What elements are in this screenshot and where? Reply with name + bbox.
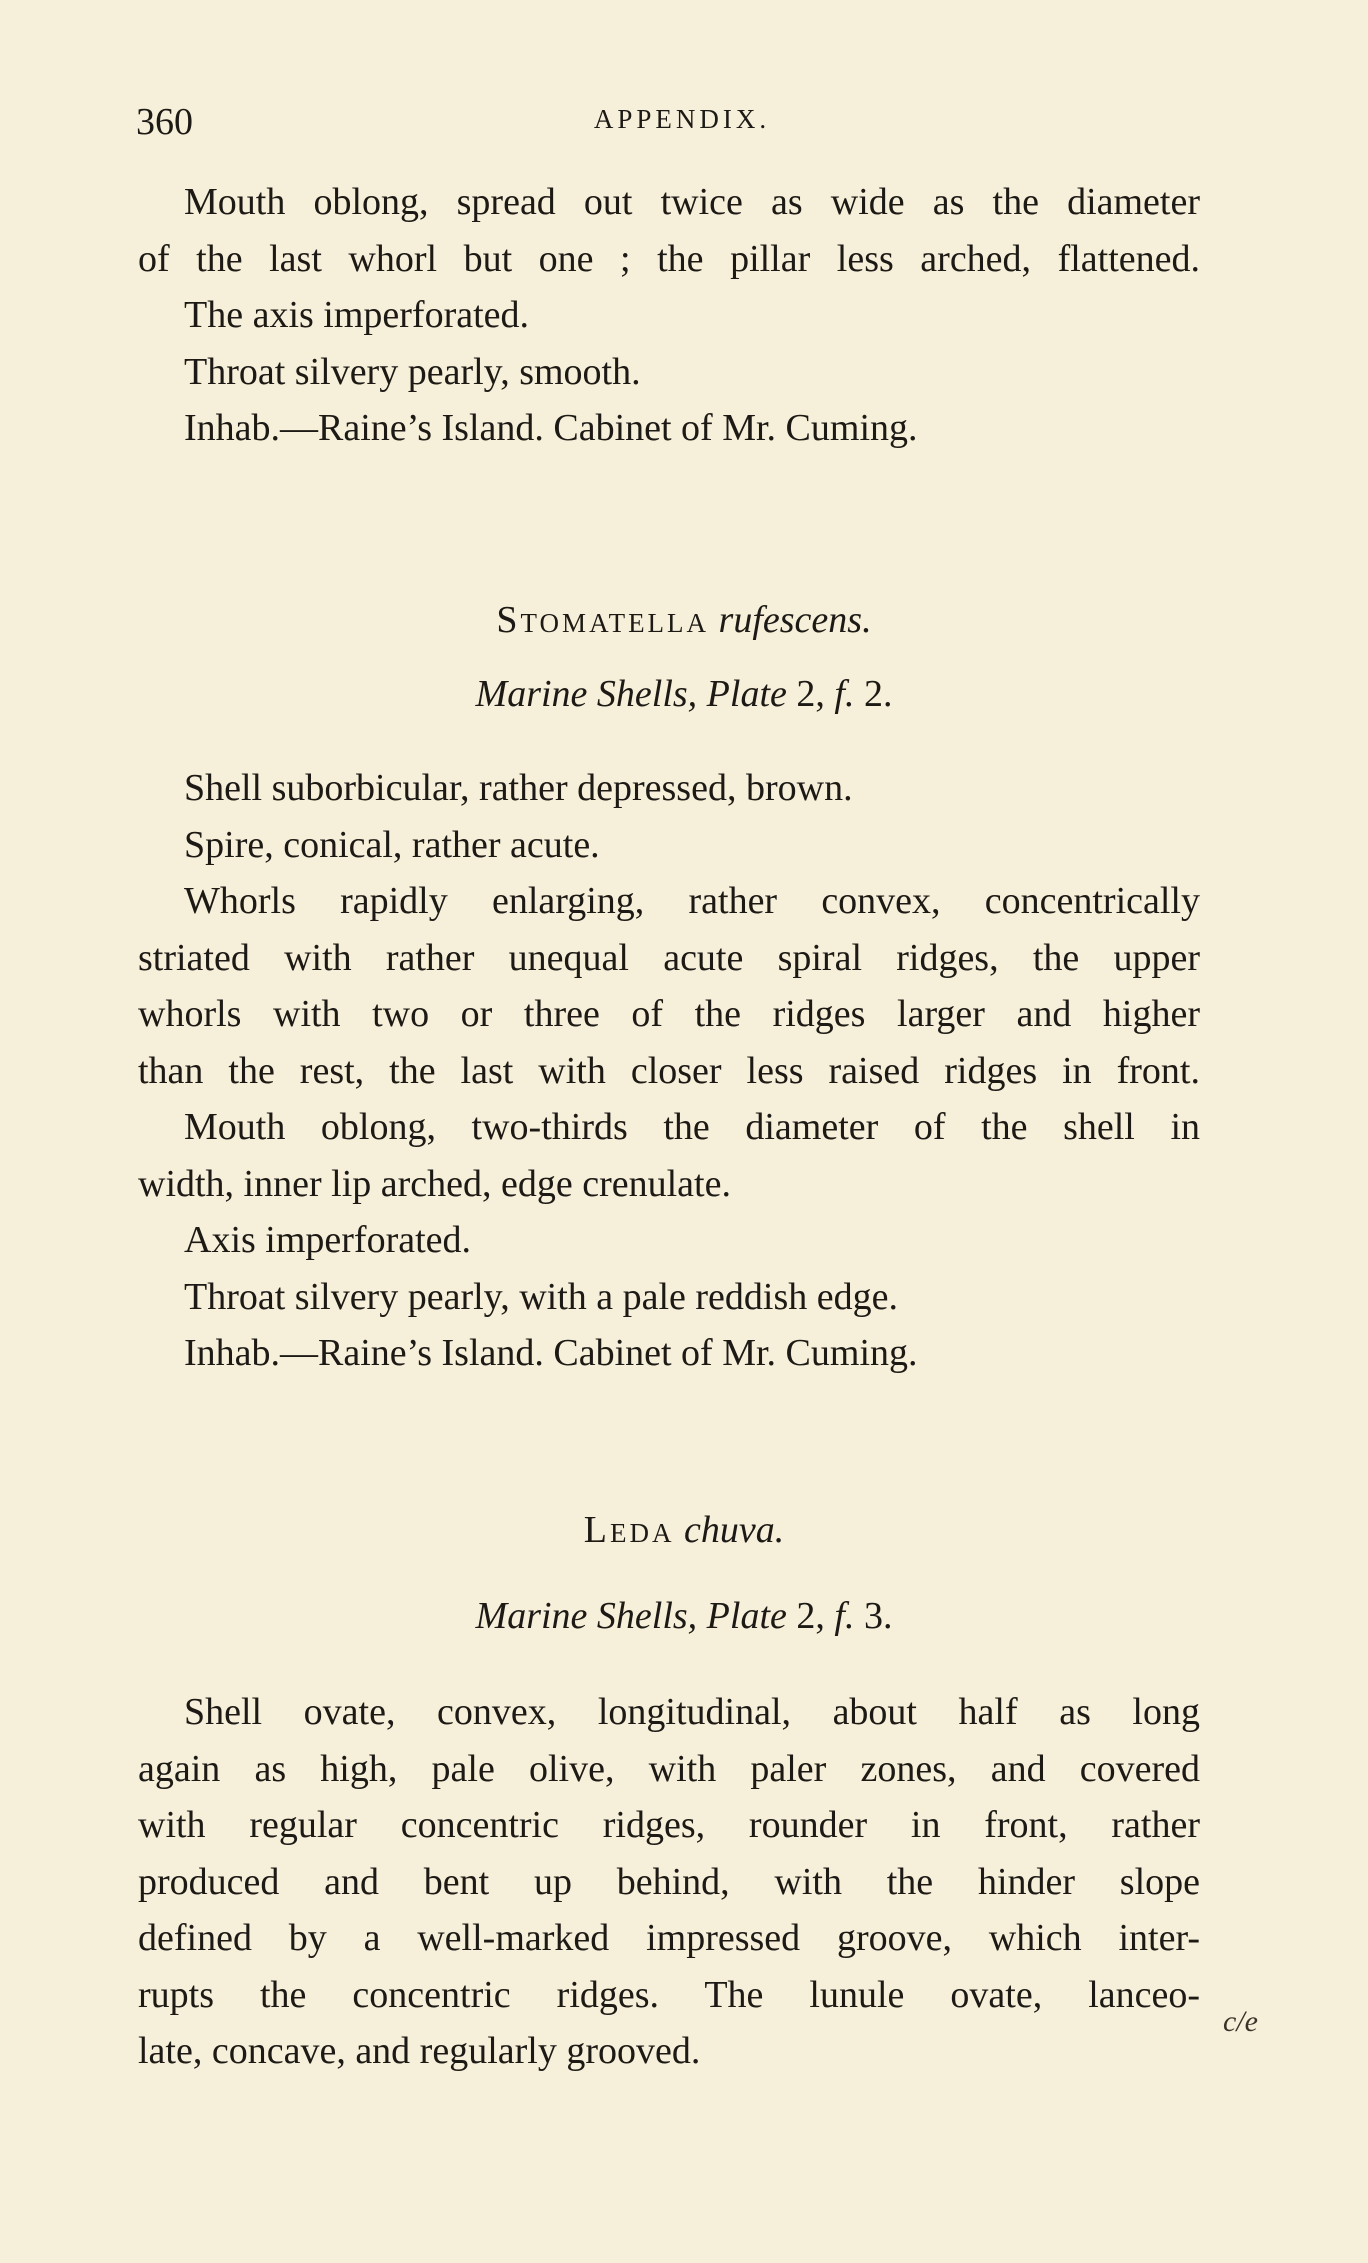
running-title: APPENDIX. [593, 104, 771, 134]
species-epithet: rufescens. [718, 599, 872, 641]
figure-number: 3. [863, 1595, 893, 1637]
page-number: 360 [136, 101, 193, 143]
plate-number: 2, [796, 673, 825, 715]
text-line: than the rest, the last with closer less raised ridges in front. [138, 1049, 1200, 1092]
species-heading [0, 598, 1368, 642]
text-line: Inhab.—Raine’s Island. Cabinet of Mr. Cuming. [184, 1332, 918, 1374]
genus-name: Stomatella [496, 599, 710, 641]
text-line: Throat silvery pearly, with a pale reddish edge. [184, 1275, 899, 1318]
plate-reference [0, 672, 1368, 716]
text-line: produced and bent up behind, with the hinder slope [138, 1860, 1200, 1903]
plate-reference-title: Marine Shells, Plate [475, 1595, 787, 1637]
text-line: The axis imperforated. [184, 294, 530, 336]
text-line: Spire, conical, rather acute. [184, 823, 600, 866]
species-heading [0, 1508, 1368, 1552]
page-header [136, 100, 1228, 160]
text-line: again as high, pale olive, with paler zones, and covered [138, 1747, 1200, 1790]
figure-number: 2. [863, 673, 893, 715]
text-line: Mouth oblong, two-thirds the diameter of the shell in [184, 1106, 1200, 1148]
plate-number: 2, [796, 1595, 825, 1637]
catchword: c/e [1223, 2005, 1258, 2038]
text-line: defined by a well-marked impressed groove, which inter- [138, 1917, 1200, 1959]
text-line: late, concave, and regularly grooved. [138, 2030, 701, 2072]
text-line: Shell suborbicular, rather depressed, brown. [184, 767, 853, 809]
genus-name: Leda [583, 1509, 675, 1551]
text-line: Mouth oblong, spread out twice as wide as the diameter [184, 181, 1200, 223]
species-description [138, 760, 1200, 1382]
intro-paragraph [138, 174, 1200, 457]
plate-reference [0, 1594, 1368, 1638]
species-description [138, 1684, 1200, 2080]
text-line: of the last whorl but one ; the pillar less arched, flattened. [138, 237, 1200, 280]
text-line: Whorls rapidly enlarging, rather convex, concentrically [184, 880, 1200, 922]
figure-abbrev: f. [834, 1595, 855, 1637]
text-line: Throat silvery pearly, smooth. [184, 350, 641, 393]
text-line: rupts the concentric ridges. The lunule ovate, lanceo- [138, 1973, 1200, 2016]
text-line: striated with rather unequal acute spiral ridges, the upper [138, 936, 1200, 979]
species-epithet: chuva. [683, 1509, 785, 1551]
text-line: Axis imperforated. [184, 1219, 472, 1261]
text-line: with regular concentric ridges, rounder in front, rather [138, 1804, 1200, 1846]
text-line: Shell ovate, convex, longitudinal, about half as long [184, 1691, 1200, 1733]
text-line: width, inner lip arched, edge crenulate. [138, 1162, 731, 1205]
plate-reference-title: Marine Shells, Plate [475, 673, 787, 715]
figure-abbrev: f. [834, 673, 855, 715]
text-line: Inhab.—Raine’s Island. Cabinet of Mr. Cuming. [184, 407, 918, 449]
text-line: whorls with two or three of the ridges larger and higher [138, 993, 1200, 1035]
